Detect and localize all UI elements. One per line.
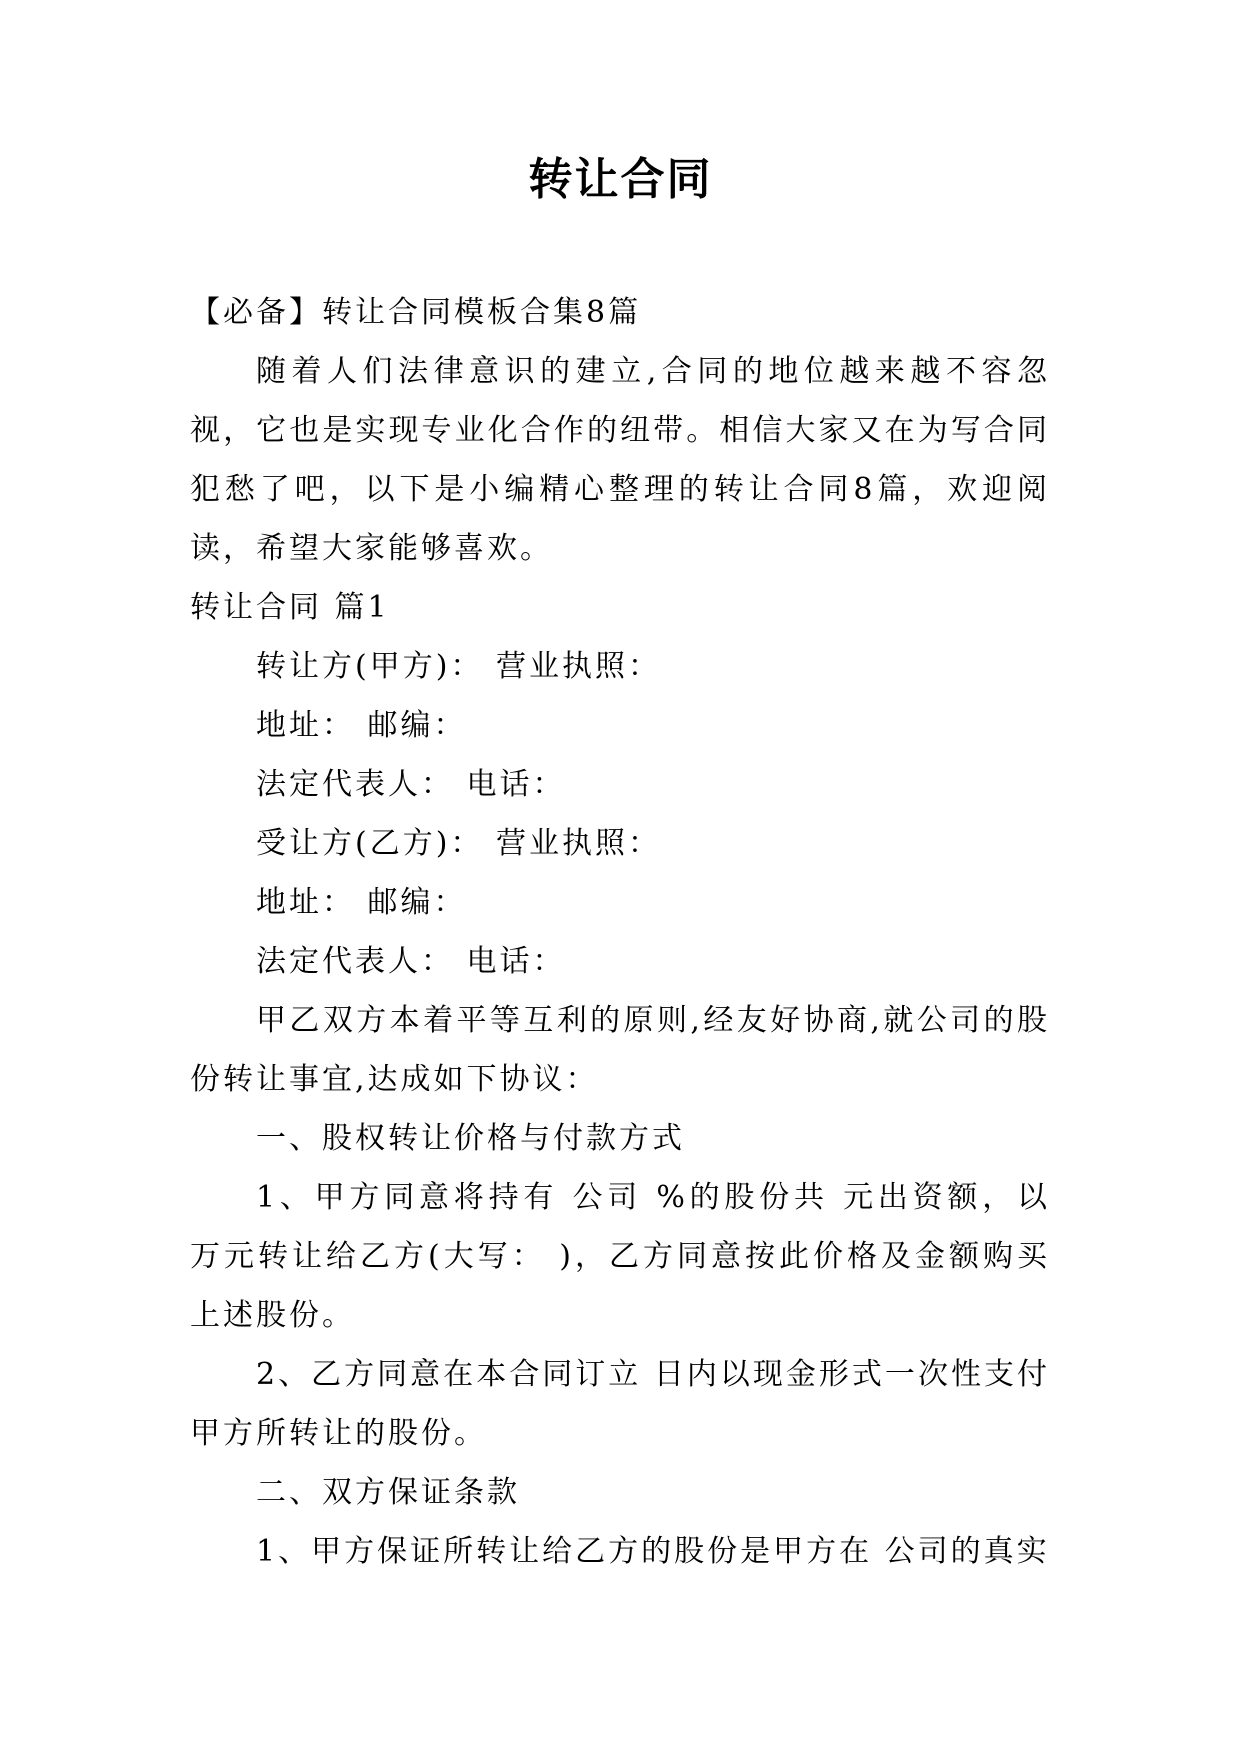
clause1-item2-paragraph: 2、乙方同意在本合同订立 日内以现金形式一次性支付甲方所转让的股份。 (190, 1357, 1050, 1451)
section-heading: 转让合同 篇1 (190, 590, 390, 625)
transferee-representative-line: 法定代表人： 电话： (256, 944, 566, 979)
clause2-item1-paragraph: 1、甲方保证所转让给乙方的股份是甲方在 公司的真实 (256, 1534, 1050, 1569)
intro-paragraph: 随着人们法律意识的建立,合同的地位越来越不容忽视，它也是实现专业化合作的纽带。相信大家又在为写合同犯愁了吧，以下是小编精心整理的转让合同8篇，欢迎阅读，希望大家能够喜欢。 (190, 354, 1050, 566)
transferee-address-line: 地址： 邮编： (256, 885, 467, 920)
transferor-line: 转让方(甲方)： 营业执照： (256, 649, 661, 684)
document-body (190, 283, 1050, 1581)
document-subtitle: 【必备】转让合同模板合集8篇 (190, 295, 642, 330)
agreement-intro-paragraph: 甲乙双方本着平等互利的原则,经友好协商,就公司的股份转让事宜,达成如下协议： (190, 1003, 1050, 1097)
clause2-heading: 二、双方保证条款 (256, 1475, 520, 1510)
transferor-representative-line: 法定代表人： 电话： (256, 767, 566, 802)
transferor-address-line: 地址： 邮编： (256, 708, 467, 743)
clause1-heading: 一、股权转让价格与付款方式 (256, 1121, 685, 1156)
transferee-line: 受让方(乙方)： 营业执照： (256, 826, 661, 861)
clause1-item1-paragraph: 1、甲方同意将持有 公司 %的股份共 元出资额，以 万元转让给乙方(大写： )，乙方同意按此价格及金额购买上述股份。 (190, 1180, 1050, 1333)
document-title: 转让合同 (528, 154, 713, 205)
